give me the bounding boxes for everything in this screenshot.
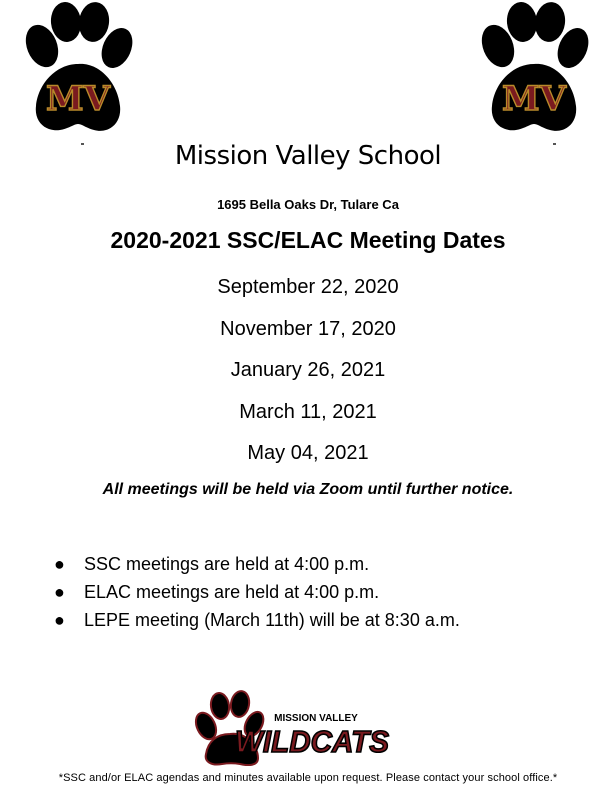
logo-text-top: MISSION VALLEY [274, 713, 358, 724]
meeting-date: May 04, 2021 [247, 442, 369, 464]
list-item-text: LEPE meeting (March 11th) will be at 8:30 a.m. [84, 610, 460, 630]
footnote: *SSC and/or ELAC agendas and minutes available upon request. Please contact your school office.* [58, 772, 558, 784]
meeting-times-list [54, 552, 460, 636]
meeting-date: January 26, 2021 [230, 359, 386, 381]
list-item-text: ELAC meetings are held at 4:00 p.m. [84, 582, 380, 602]
list-item [54, 552, 460, 580]
wildcats-logo [190, 686, 398, 766]
paw-logo-right [478, 2, 590, 140]
paw-monogram-left: MV [45, 79, 111, 119]
bullet-icon: ● [54, 554, 65, 574]
zoom-notice: All meetings will be held via Zoom until further notice. [102, 481, 514, 498]
paw-logo-left [22, 2, 134, 140]
meeting-date: September 22, 2020 [217, 276, 399, 298]
bullet-icon: ● [54, 610, 65, 630]
page-title: 2020-2021 SSC/ELAC Meeting Dates [110, 227, 506, 253]
logo-text-main: WILDCATS [235, 724, 390, 759]
school-name: Mission Valley School [174, 141, 442, 171]
school-address: 1695 Bella Oaks Dr, Tulare Ca [217, 197, 399, 212]
meeting-date: March 11, 2021 [239, 400, 377, 423]
bullet-icon: ● [54, 582, 65, 602]
list-item [54, 580, 460, 608]
meeting-date: November 17, 2020 [220, 317, 396, 340]
meeting-dates-list [0, 272, 616, 480]
list-item [54, 608, 460, 636]
list-item-text: SSC meetings are held at 4:00 p.m. [84, 554, 370, 574]
paw-monogram-right: MV [501, 79, 567, 119]
